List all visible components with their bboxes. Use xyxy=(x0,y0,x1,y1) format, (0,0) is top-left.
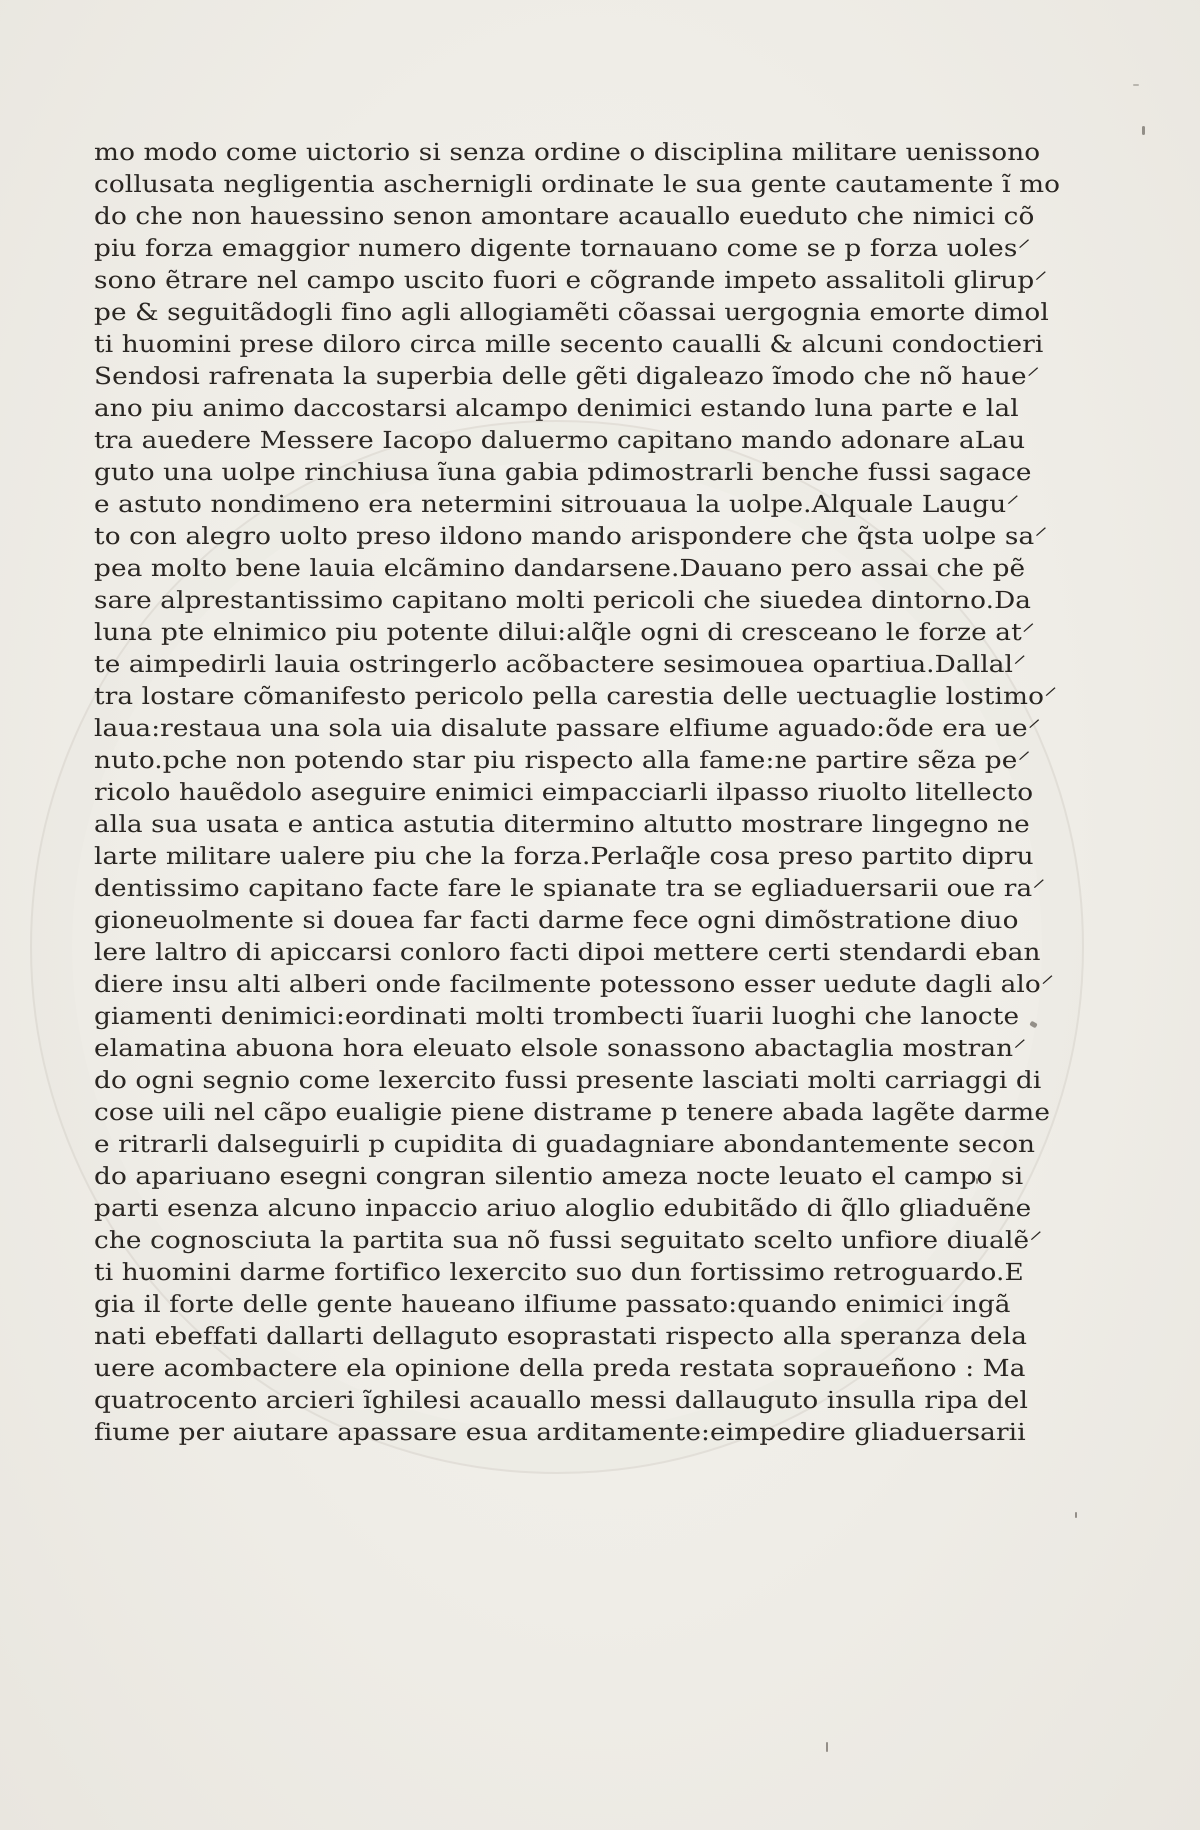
ink-speck xyxy=(826,1742,828,1752)
text-line: parti esenza alcuno inpaccio ariuo aloglio edubitãdo di q̃llo gliaduẽne xyxy=(94,1194,1032,1222)
text-line: gioneuolmente si douea far facti darme fece ogni dimõstratione diuo xyxy=(94,906,1019,934)
text-line: larte militare ualere piu che la forza.Perlaq̃le cosa preso partito dipru xyxy=(94,842,1034,870)
text-line: tra auedere Messere Iacopo daluermo capitano mando adonare aLau xyxy=(94,426,1026,454)
text-line: piu forza emaggior numero digente tornauano come se p forza uoles⸍ xyxy=(94,234,1031,262)
ink-speck xyxy=(1075,1512,1077,1518)
text-line: pe & seguitãdogli fino agli allogiamẽti cõassai uergognia emorte dimol xyxy=(94,298,1049,326)
text-line: uere acombactere ela opinione della preda restata sopraueñono : Ma xyxy=(94,1354,1026,1382)
text-block xyxy=(94,136,1104,1448)
text-line: tra lostare cõmanifesto pericolo pella carestia delle uectuaglie lostimo⸍ xyxy=(94,682,1058,710)
text-line: alla sua usata e antica astutia ditermino altutto mostrare lingegno ne xyxy=(94,810,1030,838)
text-line: fiume per aiutare apassare esua arditamente:eimpedire gliaduersarii xyxy=(94,1418,1026,1446)
text-line: te aimpedirli lauia ostringerlo acõbactere sesimouea opartiua.Dallal⸍ xyxy=(94,650,1027,678)
text-line: giamenti denimici:eordinati molti trombecti ĩuarii luoghi che lanocte xyxy=(94,1002,1020,1030)
text-line: ti huomini darme fortifico lexercito suo dun fortissimo retroguardo.E xyxy=(94,1258,1024,1286)
text-line: guto una uolpe rinchiusa ĩuna gabia pdimostrarli benche fussi sagace xyxy=(94,458,1032,486)
text-line: nuto.pche non potendo star piu rispecto alla fame:ne partire sẽza pe⸍ xyxy=(94,746,1031,774)
text-line: e astuto nondimeno era netermini sitrouaua la uolpe.Alquale Laugu⸍ xyxy=(94,490,1020,518)
text-line: gia il forte delle gente haueano ilfiume passato:quando enimici ingã xyxy=(94,1290,1011,1318)
text-line: luna pte elnimico piu potente dilui:alq̃le ogni di cresceano le forze at⸍ xyxy=(94,618,1036,646)
text-line: ti huomini prese diloro circa mille secento caualli & alcuni condoctieri xyxy=(94,330,1044,358)
text-line: che cognosciuta la partita sua nõ fussi seguitato scelto unfiore diualẽ⸍ xyxy=(94,1226,1043,1254)
text-line: e ritrarli dalseguirli p cupidita di guadagniare abondantemente secon xyxy=(94,1130,1036,1158)
text-line: sare alprestantissimo capitano molti pericoli che siuedea dintorno.Da xyxy=(94,586,1032,614)
text-line: mo modo come uictorio si senza ordine o disciplina militare uenissono xyxy=(94,138,1041,166)
text-line: nati ebeffati dallarti dellaguto esoprastati rispecto alla speranza dela xyxy=(94,1322,1028,1350)
text-line: ano piu animo daccostarsi alcampo denimici estando luna parte e lal xyxy=(94,394,1019,422)
text-line: do apariuano esegni congran silentio ameza nocte leuato el campo si xyxy=(94,1162,1024,1190)
text-line: collusata negligentia aschernigli ordinate le sua gente cautamente ĩ mo xyxy=(94,170,1061,198)
text-line: dentissimo capitano facte fare le spianate tra se egliaduersarii oue ra⸍ xyxy=(94,874,1046,902)
text-line: sono ẽtrare nel campo uscito fuori e cõgrande impeto assalitoli glirup⸍ xyxy=(94,266,1048,294)
text-line: laua:restaua una sola uia disalute passare elfiume aguado:õde era ue⸍ xyxy=(94,714,1041,742)
text-line: Sendosi rafrenata la superbia delle gẽti digaleazo ĩmodo che nõ haue⸍ xyxy=(94,362,1040,390)
text-line: diere insu alti alberi onde facilmente potessono esser uedute dagli alo⸍ xyxy=(94,970,1055,998)
ink-speck xyxy=(1142,126,1145,135)
text-line: to con alegro uolto preso ildono mando arispondere che q̃sta uolpe sa⸍ xyxy=(94,522,1048,550)
ink-speck xyxy=(1133,84,1139,86)
text-line: lere laltro di apiccarsi conloro facti dipoi mettere certi stendardi eban xyxy=(94,938,1041,966)
text-line: pea molto bene lauia elcãmino dandarsene.Dauano pero assai che pẽ xyxy=(94,554,1026,582)
text-line: quatrocento arcieri ĩghilesi acauallo messi dallauguto insulla ripa del xyxy=(94,1386,1029,1414)
text-line: do ogni segnio come lexercito fussi presente lasciati molti carriaggi di xyxy=(94,1066,1042,1094)
text-line: do che non hauessino senon amontare acauallo eueduto che nimici cõ xyxy=(94,202,1035,230)
text-line: ricolo hauẽdolo aseguire enimici eimpacciarli ilpasso riuolto litellecto xyxy=(94,778,1034,806)
text-line: elamatina abuona hora eleuato elsole sonassono abactaglia mostran⸍ xyxy=(94,1034,1027,1062)
text-line: cose uili nel cãpo eualigie piene distrame p tenere abada lagẽte darme xyxy=(94,1098,1051,1126)
